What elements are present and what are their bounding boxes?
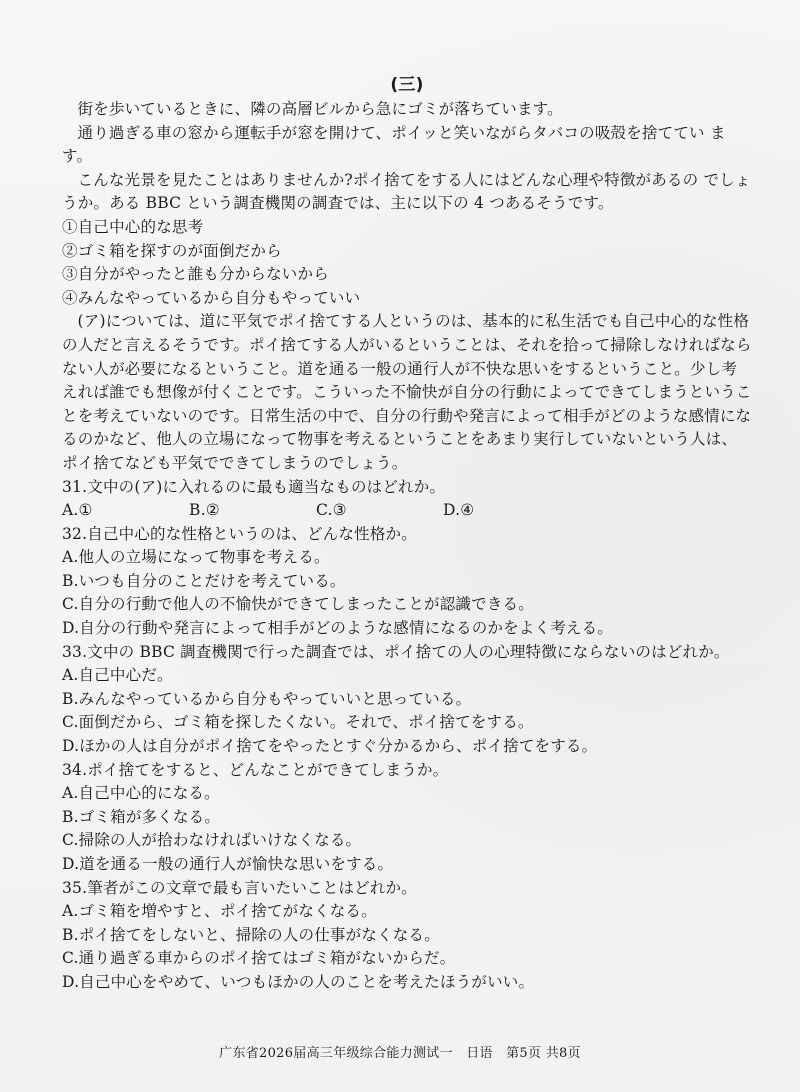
question-32-option-b: B.いつも自分のことだけを考えている。	[62, 571, 346, 590]
question-33-option-a: A.自己中心だ。	[62, 666, 173, 685]
question-35-option-b: B.ポイ捨てをしないと、掃除の人の仕事がなくなる。	[62, 925, 440, 944]
question-31-option-a: A.①	[62, 501, 93, 520]
question-33-option-c: C.面倒だから、ゴミ箱を探したくない。それで、ポイ捨てをする。	[62, 713, 534, 732]
question-34-option-b: B.ゴミ箱が多くなる。	[62, 807, 221, 826]
question-31-option-b: B.②	[189, 501, 220, 520]
question-34-option-d: D.道を通る一般の通行人が愉快な思いをする。	[62, 855, 394, 873]
question-31-option-d: D.④	[443, 501, 475, 520]
question-33-option-d: D.ほかの人は自分がポイ捨てをやったとすぐ分かるから、ポイ捨てをする。	[62, 737, 598, 756]
question-34-option-a: A.自己中心的になる。	[62, 784, 220, 803]
question-31-stem: 31.文中の(ア)に入れるのに最も適当なものはどれか。	[62, 477, 446, 496]
page-content	[62, 72, 752, 995]
intro-paragraph-3: こんな光景を見たことはありませんか?ポイ捨てをする人にはどんな心理や特徴があるの でしょうか。ある BBC という調査機関の調査では、主に以下の 4 つあるそうです。	[62, 170, 751, 213]
reason-item-4: ④みんなやっているから自分もやっていい	[62, 288, 361, 307]
reason-item-1: ①自己中心的な思考	[62, 217, 204, 236]
section-title: (三)	[390, 75, 424, 95]
question-32-option-c: C.自分の行動で他人の不愉快ができてしまったことが認識できる。	[62, 595, 534, 614]
question-35-stem: 35.筆者がこの文章で最も言いたいことはどれか。	[62, 878, 417, 897]
question-32-option-a: A.他人の立場になって物事を考える。	[62, 548, 330, 567]
body-paragraph: (ア)については、道に平気でポイ捨てする人というのは、基本的に私生活でも自己中心的な性格の人だと言えるそうです。ポイ捨てする人がいるということは、それを拾って掃除しなければならない人が必要になるということ。道を通る一般の通行人が不快な思いをするということ。少し考えれば誰でも想像が付くことです。こういった不愉快が自分の行動によってできてしまうということを考えていないのです。日常生活の中で、自分の行動や発言によって相手がどのような感情になるのかなど、他人の立場になって物事を考えるということをあまり実行していないという人は、ポイ捨てなども平気でできてしまうのでしょう。	[62, 312, 752, 472]
question-35-option-c: C.通り過ぎる車からのポイ捨てはゴミ箱がないからだ。	[62, 949, 456, 968]
question-33-option-b: B.みんなやっているから自分もやっていいと思っている。	[62, 689, 472, 708]
reason-item-3: ③自分がやったと誰も分からないから	[62, 265, 329, 284]
question-34-option-c: C.掃除の人が拾わなければいけなくなる。	[62, 831, 362, 850]
intro-paragraph-2: 通り過ぎる車の窓から運転手が窓を開けて、ポイッと笑いながらタバコの吸殻を捨ててい ます。	[62, 123, 726, 166]
question-35-option-d: D.自己中心をやめて、いつもほかの人のことを考えたほうがいい。	[62, 972, 535, 991]
question-31-options	[62, 499, 752, 523]
question-31-option-c: C.③	[316, 501, 347, 520]
reason-item-2: ②ゴミ箱を探すのが面倒だから	[62, 241, 282, 260]
question-33-stem: 33.文中の BBC 調査機関で行った調査では、ポイ捨ての人の心理特徴にならないのはどれか。	[62, 642, 730, 661]
question-35-option-a: A.ゴミ箱を増やすと、ポイ捨てがなくなる。	[62, 902, 377, 921]
question-32-stem: 32.自己中心的な性格というのは、どんな性格か。	[62, 524, 417, 543]
intro-paragraph-1: 街を歩いているときに、隣の高層ビルから急にゴミが落ちています。	[77, 100, 563, 118]
question-34-stem: 34.ポイ捨てをすると、どんなことができてしまうか。	[62, 760, 449, 779]
question-32-option-d: D.自分の行動や発言によって相手がどのような感情になるのかをよく考える。	[62, 619, 614, 638]
page-footer: 广东省2026届高三年级综合能力测试一 日语 第5页 共8页	[219, 1046, 581, 1061]
